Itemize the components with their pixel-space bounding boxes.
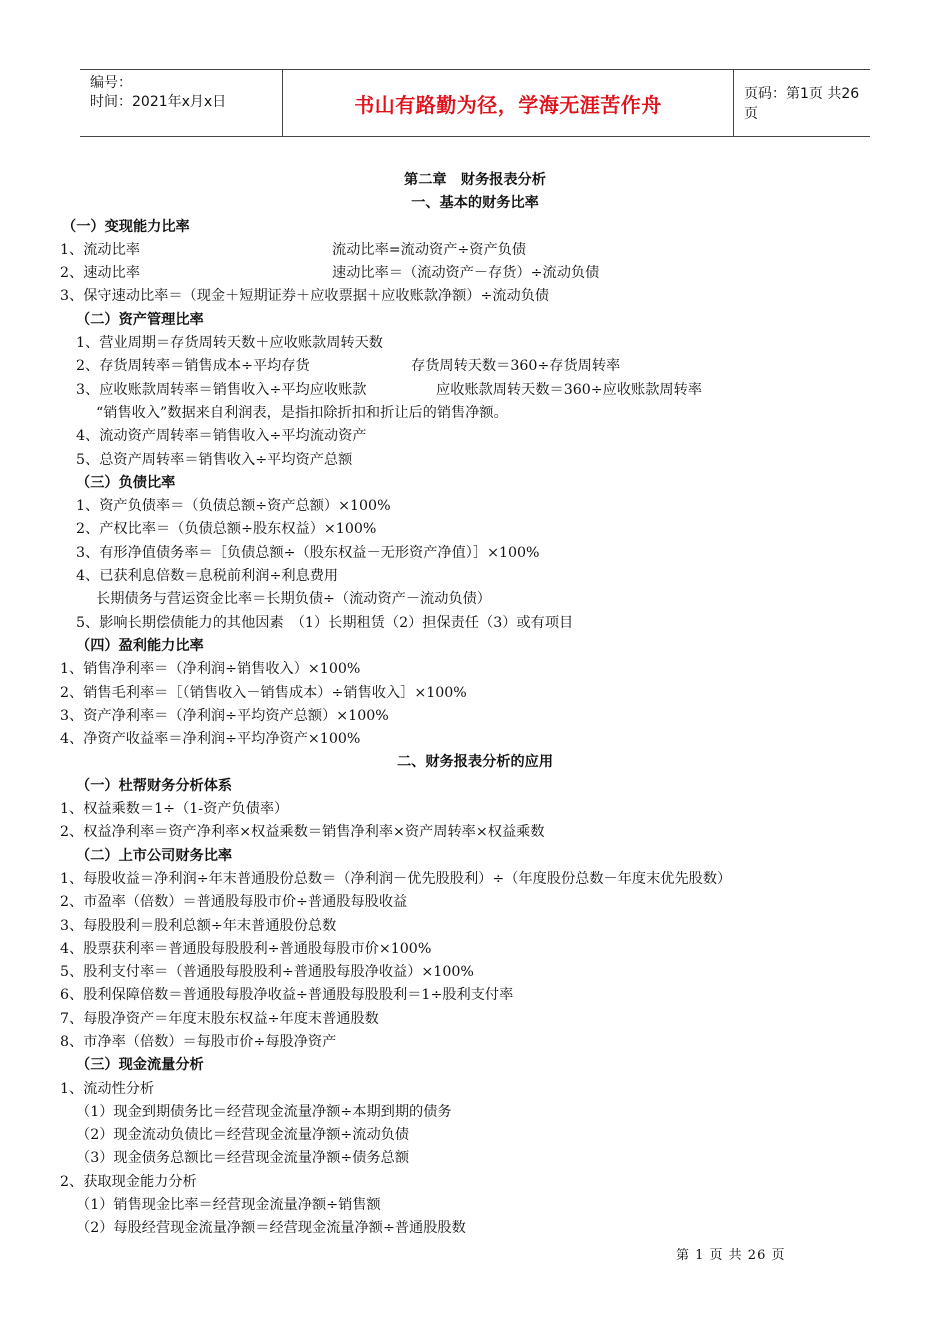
- list-item: 4、流动资产周转率＝销售收入÷平均流动资产: [76, 428, 367, 445]
- header-meta: [80, 70, 282, 136]
- list-item: （1）销售现金比率＝经营现金流量净额÷销售额: [76, 1197, 381, 1214]
- list-item: 长期债务与营运资金比率＝长期负债÷（流动资产－流动负债）: [96, 591, 491, 608]
- list-item: 4、股票获利率＝普通股每股股利÷普通股每股市价×100%: [60, 940, 432, 957]
- list-item: 1、每股收益＝净利润÷年末普通股份总数＝（净利润－优先股股利）÷（年度股份总数－年度末优先股数）: [60, 870, 732, 887]
- item-formula: 存货周转天数＝360÷存货周转率: [411, 358, 621, 375]
- header-number: 编号：: [90, 75, 132, 91]
- chapter-title: 第二章 财务报表分析: [404, 172, 546, 188]
- item-label: 2、速动比率: [60, 265, 140, 282]
- list-item: 2、权益净利率＝资产净利率×权益乘数＝销售净利率×资产周转率×权益乘数: [60, 824, 545, 841]
- list-item: 4、已获利息倍数＝息税前利润÷利息费用: [76, 568, 339, 585]
- list-item: 4、净资产收益率＝净利润÷平均净资产×100%: [60, 731, 361, 748]
- list-item: （2）每股经营现金流量净额＝经营现金流量净额÷普通股股数: [76, 1220, 466, 1237]
- list-item: （3）现金债务总额比＝经营现金流量净额÷债务总额: [76, 1150, 410, 1167]
- section-heading: （一）杜帮财务分析体系: [76, 777, 233, 794]
- note-text: “销售收入”数据来自利润表，是指扣除折扣和折让后的销售净额。: [96, 404, 508, 421]
- list-item: （2）现金流动负债比＝经营现金流量净额÷流动负债: [76, 1127, 410, 1144]
- list-item: 2、获取现金能力分析: [60, 1173, 197, 1190]
- list-item: 6、股利保障倍数＝普通股每股净收益÷普通股每股股利＝1÷股利支付率: [60, 987, 514, 1004]
- list-item: 7、每股净资产＝年度末股东权益÷年度末普通股数: [60, 1010, 379, 1027]
- list-item: [60, 379, 890, 402]
- item-formula: 2、存货周转率＝销售成本÷平均存货: [76, 358, 310, 375]
- list-item: 2、市盈率（倍数）＝普通股每股市价÷普通股每股收益: [60, 894, 408, 911]
- list-item: [60, 262, 890, 285]
- item-formula: 流动比率=流动资产÷资产负债: [332, 241, 527, 258]
- list-item: 5、影响长期偿债能力的其他因素 （1）长期租赁（2）担保责任（3）或有项目: [76, 614, 574, 631]
- header-motto: 书山有路勤为径，学海无涯苦作舟: [354, 92, 662, 117]
- list-item: [60, 355, 890, 378]
- list-item: 2、销售毛利率＝［（销售收入－销售成本）÷销售收入］×100%: [60, 684, 467, 701]
- list-item: [60, 239, 890, 262]
- section-heading: （三）现金流量分析: [76, 1057, 204, 1074]
- list-item: 1、营业周期＝存货周转天数＋应收账款周转天数: [76, 335, 383, 352]
- section-heading: （四）盈利能力比率: [76, 637, 204, 654]
- list-item: 1、销售净利率＝（净利润÷销售收入）×100%: [60, 661, 361, 678]
- item-formula: 速动比率＝（流动资产－存货）÷流动负债: [332, 265, 600, 282]
- list-item: 2、产权比率＝（负债总额÷股东权益）×100%: [76, 521, 377, 538]
- item-formula: 3、应收账款周转率＝销售收入÷平均应收账款: [76, 381, 367, 398]
- part2-title: 二、财务报表分析的应用: [396, 754, 554, 771]
- section-heading: （一）变现能力比率: [62, 218, 190, 235]
- section-heading: （二）上市公司财务比率: [76, 847, 233, 864]
- list-item: 3、保守速动比率＝（现金＋短期证券＋应收票据＋应收账款净额）÷流动负债: [60, 288, 550, 305]
- item-formula: 应收账款周转天数＝360÷应收账款周转率: [436, 381, 702, 398]
- header-page: 页码：第1页 共26页: [744, 86, 860, 122]
- header-motto-cell: [282, 70, 734, 136]
- document-body: [60, 169, 890, 1241]
- section-heading: （二）资产管理比率: [76, 311, 204, 328]
- list-item: 5、股利支付率＝（普通股每股股利÷普通股每股净收益）×100%: [60, 964, 474, 981]
- list-item: （1）现金到期债务比＝经营现金流量净额÷本期到期的债务: [76, 1103, 452, 1120]
- header-page-cell: [734, 70, 870, 136]
- list-item: 3、资产净利率＝（净利润÷平均资产总额）×100%: [60, 707, 389, 724]
- list-item: 1、流动性分析: [60, 1080, 155, 1097]
- list-item: 3、有形净值债务率＝［负债总额÷（股东权益－无形资产净值）］×100%: [76, 544, 540, 561]
- section-heading: （三）负债比率: [76, 474, 176, 491]
- list-item: 1、权益乘数＝1÷（1-资产负债率）: [60, 801, 289, 818]
- list-item: 8、市净率（倍数）＝每股市价÷每股净资产: [60, 1033, 337, 1050]
- list-item: 1、资产负债率＝（负债总额÷资产总额）×100%: [76, 498, 391, 515]
- document-header: [80, 69, 870, 137]
- part1-title: 一、基本的财务比率: [411, 195, 539, 212]
- list-item: 3、每股股利＝股利总额÷年末普通股份总数: [60, 917, 337, 934]
- header-date: 时间：2021年x月x日: [90, 94, 227, 110]
- page-footer: 第 1 页 共 26 页: [676, 1248, 786, 1263]
- list-item: 5、总资产周转率＝销售收入÷平均资产总额: [76, 451, 353, 468]
- item-label: 1、流动比率: [60, 241, 140, 258]
